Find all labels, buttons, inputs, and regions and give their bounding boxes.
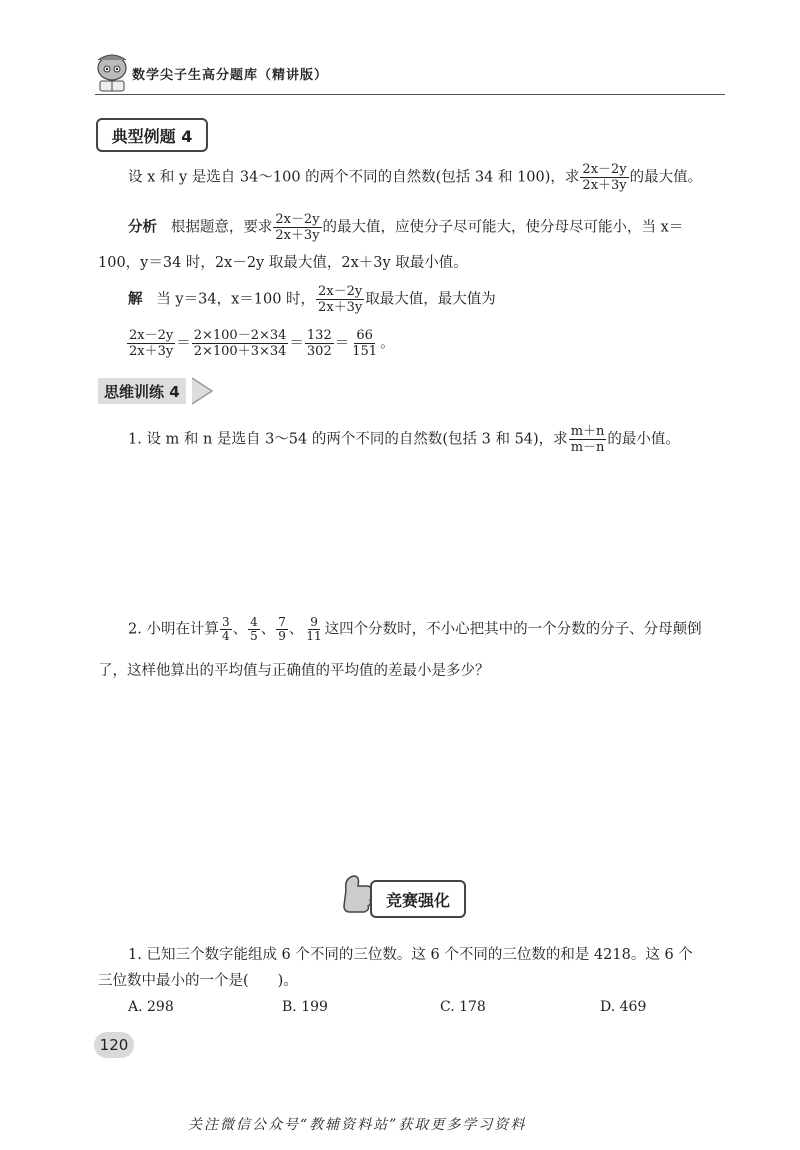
equation-fraction-3 xyxy=(305,328,334,359)
fraction-9-11 xyxy=(304,616,323,643)
fraction-denominator: 2x＋3y xyxy=(275,228,320,243)
fraction-numerator: m＋n xyxy=(570,424,605,439)
fraction-numerator: 2x－2y xyxy=(275,212,320,227)
footer-note: 关注微信公众号“教辅资料站”获取更多学习资料 xyxy=(188,1117,527,1133)
separator: 、 xyxy=(260,621,276,638)
solution-text2: 取最大值，最大值为 xyxy=(365,291,496,308)
example-question-fraction xyxy=(580,162,628,193)
fraction-denominator: 11 xyxy=(306,629,322,643)
fraction-denominator: 5 xyxy=(250,629,258,643)
fraction-7-9 xyxy=(276,616,288,643)
mascot-icon xyxy=(92,52,132,94)
training-question-2 xyxy=(128,616,702,643)
choice-a: A. 298 xyxy=(128,999,174,1015)
example-question-pre: 设 x 和 y 是选自 34～100 的两个不同的自然数(包括 34 和 100)，求 xyxy=(128,169,580,186)
fraction-numerator: 2x－2y xyxy=(318,284,363,299)
fraction-denominator: 302 xyxy=(306,344,332,359)
header-divider xyxy=(95,94,725,95)
book-title: 数学尖子生高分题库（精讲版） xyxy=(132,68,329,83)
analysis-label: 分析 xyxy=(128,219,157,236)
fraction-3-4 xyxy=(220,616,232,643)
fraction-numerator: 2×100－2×34 xyxy=(193,328,287,343)
fraction-numerator: 66 xyxy=(356,328,373,343)
solution-fraction xyxy=(316,284,364,315)
fraction-denominator: 9 xyxy=(278,629,286,643)
equation-fraction-4 xyxy=(350,328,379,359)
fraction-4-5 xyxy=(248,616,260,643)
solution-text1: 当 y＝34，x＝100 时， xyxy=(156,291,316,308)
analysis-line2: 100，y＝34 时，2x－2y 取最大值，2x＋3y 取最小值。 xyxy=(98,255,468,271)
competition-label: 竞赛强化 xyxy=(370,880,466,918)
training-q2-pre: 2. 小明在计算 xyxy=(128,621,219,638)
fraction-denominator: 2×100＋3×34 xyxy=(193,344,287,359)
equals-sign: ＝ xyxy=(176,335,191,352)
analysis-line1 xyxy=(128,212,683,243)
equation-fraction-1 xyxy=(127,328,175,359)
page-number: 120 xyxy=(94,1032,134,1058)
fraction-denominator: 2x＋3y xyxy=(318,300,363,315)
equation-fraction-2 xyxy=(192,328,289,359)
training-q1-fraction xyxy=(569,424,607,455)
fraction-numerator: 2x－2y xyxy=(129,328,174,343)
training-q1-post: 的最小值。 xyxy=(607,431,680,448)
fraction-denominator: 4 xyxy=(221,629,230,643)
tag-arrow-icon xyxy=(192,377,214,405)
training-label: 思维训练 4 xyxy=(98,378,186,404)
equals-sign: ＝ xyxy=(289,335,304,352)
analysis-text1: 根据题意，要求 xyxy=(170,219,273,236)
training-q1-pre: 1. 设 m 和 n 是选自 3～54 的两个不同的自然数(包括 3 和 54)，求 xyxy=(128,431,568,448)
choice-d: D. 469 xyxy=(600,999,647,1015)
example-question-post: 的最大值。 xyxy=(629,169,703,186)
fraction-denominator: 151 xyxy=(352,344,378,359)
period: 。 xyxy=(380,335,395,352)
solution-label: 解 xyxy=(128,291,143,308)
competition-q1-line2: 三位数中最小的一个是( )。 xyxy=(98,973,298,989)
fraction-denominator: 2x＋3y xyxy=(582,178,627,193)
choice-c: C. 178 xyxy=(440,999,486,1015)
equals-sign: ＝ xyxy=(334,335,350,352)
separator: 、 xyxy=(232,621,248,638)
analysis-fraction xyxy=(273,212,321,243)
separator: 、 xyxy=(288,621,304,638)
fraction-denominator: 2x＋3y xyxy=(129,344,174,359)
competition-q1-line1: 1. 已知三个数字能组成 6 个不同的三位数。这 6 个不同的三位数的和是 4218。这 6 个 xyxy=(128,947,693,963)
training-question-1 xyxy=(128,424,680,455)
example-question xyxy=(128,162,702,193)
solution-line1 xyxy=(128,284,496,315)
fraction-numerator: 132 xyxy=(306,328,332,343)
training-question-2-line2: 了，这样他算出的平均值与正确值的平均值的差最小是多少？ xyxy=(98,663,490,679)
analysis-text2: 的最大值，应使分子尽可能大，使分母尽可能小，当 x＝ xyxy=(322,219,684,236)
fraction-numerator: 3 xyxy=(221,615,230,629)
solution-equation xyxy=(126,328,395,359)
training-q2-post: 这四个分数时，不小心把其中的一个分数的分子、分母颠倒 xyxy=(324,621,702,638)
choice-b: B. 199 xyxy=(282,999,328,1015)
example-label: 典型例题 4 xyxy=(96,118,208,152)
fraction-numerator: 7 xyxy=(278,615,286,629)
fraction-numerator: 4 xyxy=(250,615,258,629)
fraction-denominator: m－n xyxy=(570,440,605,455)
fraction-numerator: 9 xyxy=(310,615,318,629)
fraction-numerator: 2x－2y xyxy=(582,162,627,177)
